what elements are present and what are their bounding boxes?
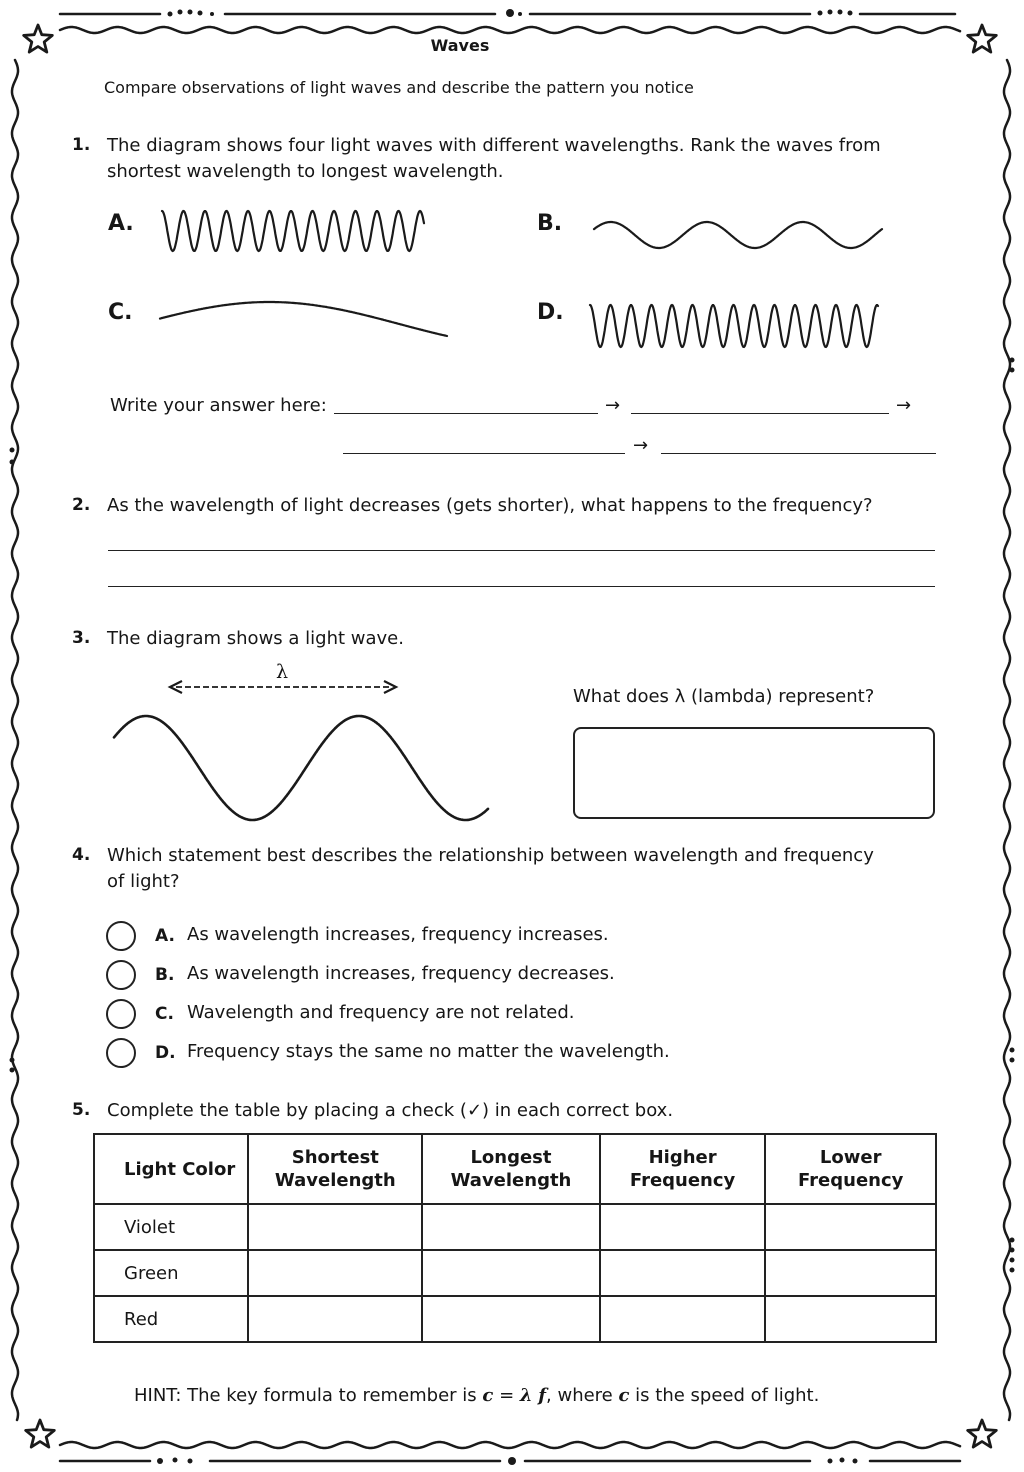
table-row bbox=[94, 1250, 936, 1296]
radio-circle-icon[interactable] bbox=[106, 999, 136, 1029]
star-icon bbox=[26, 1420, 55, 1447]
header-light-color: Light Color bbox=[94, 1134, 248, 1204]
header-higher-frequency: Higher Frequency bbox=[600, 1134, 766, 1204]
option-c-letter: C. bbox=[155, 1004, 174, 1024]
arrow-3: → bbox=[633, 435, 649, 456]
question-1-text-line1: The diagram shows four light waves with different wavelengths. Rank the waves from bbox=[107, 135, 881, 156]
table-header-row bbox=[94, 1134, 936, 1204]
wave-b bbox=[594, 222, 882, 248]
wave-c-label: C. bbox=[108, 300, 133, 325]
question-1-text-line2: shortest wavelength to longest wavelength. bbox=[107, 161, 504, 182]
formula-c: c bbox=[482, 1385, 494, 1406]
answer-prompt: Write your answer here: bbox=[110, 395, 327, 416]
radio-circle-icon[interactable] bbox=[106, 1038, 136, 1068]
answer-line-q2-2[interactable] bbox=[108, 586, 935, 587]
header-longest-wavelength: Longest Wavelength bbox=[422, 1134, 600, 1204]
question-2-number: 2. bbox=[72, 495, 91, 515]
check-cell[interactable] bbox=[600, 1204, 766, 1250]
check-cell[interactable] bbox=[248, 1296, 422, 1342]
check-cell[interactable] bbox=[248, 1204, 422, 1250]
answer-blank-4[interactable] bbox=[661, 453, 936, 454]
lambda-question: What does λ (lambda) represent? bbox=[573, 686, 875, 707]
question-1-number: 1. bbox=[72, 135, 91, 155]
answer-blank-2[interactable] bbox=[631, 413, 889, 414]
question-3-text: The diagram shows a light wave. bbox=[107, 628, 404, 649]
hint-text: HINT: The key formula to remember is c = λ f, where c is the speed of light. bbox=[134, 1385, 820, 1406]
check-cell[interactable] bbox=[422, 1204, 600, 1250]
option-b-letter: B. bbox=[155, 965, 175, 985]
question-4-number: 4. bbox=[72, 845, 91, 865]
worksheet-title: Waves bbox=[430, 36, 490, 55]
option-b-text: As wavelength increases, frequency decreases. bbox=[187, 963, 615, 984]
check-cell[interactable] bbox=[765, 1204, 936, 1250]
wave-b-label: B. bbox=[537, 211, 563, 236]
option-d-text: Frequency stays the same no matter the wavelength. bbox=[187, 1041, 670, 1062]
formula-lambda: λ bbox=[519, 1385, 533, 1406]
radio-circle-icon[interactable] bbox=[106, 960, 136, 990]
question-5-text: Complete the table by placing a check (✓) in each correct box. bbox=[107, 1100, 674, 1121]
wave-d bbox=[590, 305, 878, 347]
formula-c-variable: c bbox=[618, 1385, 630, 1406]
check-cell[interactable] bbox=[765, 1296, 936, 1342]
answer-blank-1[interactable] bbox=[334, 413, 598, 414]
table-row bbox=[94, 1296, 936, 1342]
worksheet-subtitle: Compare observations of light waves and describe the pattern you notice bbox=[104, 78, 694, 97]
q1-wave-diagrams bbox=[0, 0, 1024, 500]
question-3-number: 3. bbox=[72, 628, 91, 648]
light-wave-diagram bbox=[100, 670, 500, 830]
arrow-1: → bbox=[605, 395, 621, 416]
answer-blank-3[interactable] bbox=[343, 453, 625, 454]
table-row bbox=[94, 1204, 936, 1250]
lambda-label: λ bbox=[276, 661, 289, 683]
question-2-text: As the wavelength of light decreases (gets shorter), what happens to the frequency? bbox=[107, 495, 873, 516]
radio-circle-icon[interactable] bbox=[106, 921, 136, 951]
light-color-table bbox=[93, 1133, 937, 1343]
check-cell[interactable] bbox=[765, 1250, 936, 1296]
question-4-text-line2: of light? bbox=[107, 871, 180, 892]
wave-d-label: D. bbox=[537, 300, 564, 325]
bottom-border-wave bbox=[60, 1442, 960, 1448]
sine-wave bbox=[114, 716, 488, 820]
check-cell[interactable] bbox=[600, 1296, 766, 1342]
question-4-text-line1: Which statement best describes the relationship between wavelength and frequency bbox=[107, 845, 874, 866]
header-shortest-wavelength: Shortest Wavelength bbox=[248, 1134, 422, 1204]
wave-c bbox=[160, 302, 447, 336]
wave-a bbox=[162, 211, 424, 251]
row-label-violet: Violet bbox=[94, 1204, 248, 1250]
check-cell[interactable] bbox=[248, 1250, 422, 1296]
answer-line-q2-1[interactable] bbox=[108, 550, 935, 551]
check-cell[interactable] bbox=[422, 1250, 600, 1296]
option-a-text: As wavelength increases, frequency increases. bbox=[187, 924, 609, 945]
formula-f: f bbox=[538, 1385, 547, 1406]
row-label-red: Red bbox=[94, 1296, 248, 1342]
arrow-2: → bbox=[896, 395, 912, 416]
header-lower-frequency: Lower Frequency bbox=[765, 1134, 936, 1204]
row-label-green: Green bbox=[94, 1250, 248, 1296]
option-c-text: Wavelength and frequency are not related. bbox=[187, 1002, 575, 1023]
check-cell[interactable] bbox=[600, 1250, 766, 1296]
lambda-answer-box[interactable] bbox=[573, 727, 935, 819]
question-5-number: 5. bbox=[72, 1100, 91, 1120]
wave-a-label: A. bbox=[108, 211, 134, 236]
option-a-letter: A. bbox=[155, 926, 175, 946]
star-icon bbox=[968, 1420, 997, 1447]
option-d-letter: D. bbox=[155, 1043, 176, 1063]
check-cell[interactable] bbox=[422, 1296, 600, 1342]
